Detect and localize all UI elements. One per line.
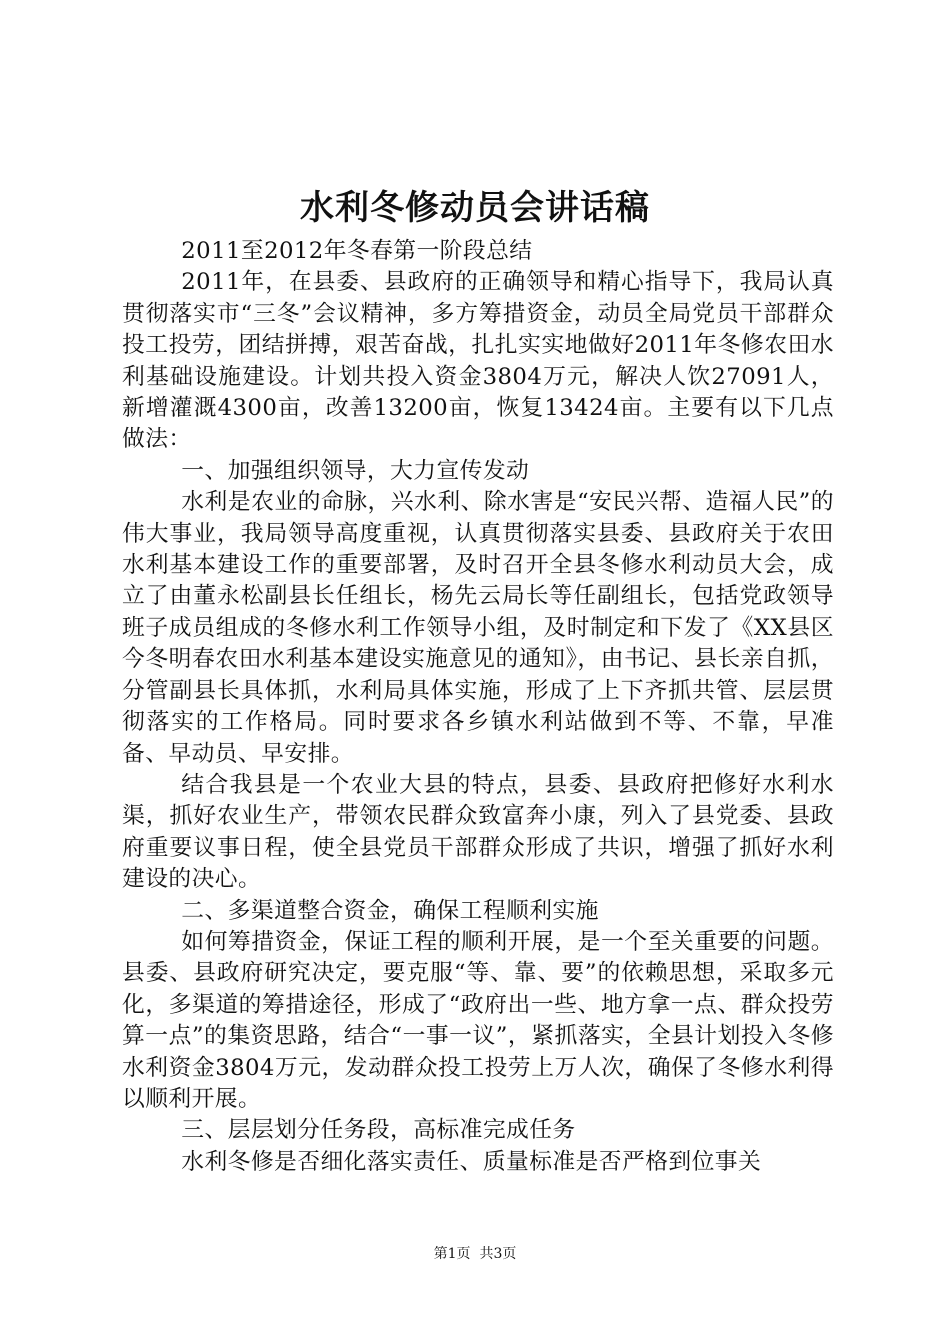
section-heading: 二、多渠道整合资金，确保工程顺利实施 bbox=[181, 897, 599, 924]
section-heading: 一、加强组织领导，大力宣传发动 bbox=[181, 457, 530, 484]
page-total: 共3页 bbox=[479, 1246, 517, 1262]
page-footer bbox=[0, 1244, 950, 1264]
document-title: 水利冬修动员会讲话稿 bbox=[300, 188, 650, 228]
body-paragraph: 结合我县是一个农业大县的特点，县委、县政府把修好水利水渠，抓好农业生产，带领农民群众致富奔小康，列入了县党委、县政府重要议事日程，使全县党员干部群众形成了共识，增强了抓好水利建设的决心。 bbox=[122, 771, 834, 893]
page-number: 第1页 bbox=[433, 1246, 471, 1262]
body-paragraph: 2011年，在县委、县政府的正确领导和精心指导下，我局认真贯彻落实市“三冬”会议精神，多方筹措资金，动员全局党员干部群众投工投劳，团结拼搏，艰苦奋战，扎扎实实地做好2011年冬修农田水利基础设施建设。计划共投入资金3804万元，解决人饮27091人，新增灌溉4300亩，改善13200亩，恢复13424亩。主要有以下几点做法： bbox=[122, 269, 834, 453]
section-subtitle: 2011至2012年冬春第一阶段总结 bbox=[181, 238, 533, 264]
body-paragraph: 水利冬修是否细化落实责任、质量标准是否严格到位事关 bbox=[181, 1148, 762, 1175]
body-paragraph: 如何筹措资金，保证工程的顺利开展，是一个至关重要的问题。县委、县政府研究决定，要克服“等、靠、要”的依赖思想，采取多元化，多渠道的筹措途径，形成了“政府出一些、地方拿一点、群众投劳算一点”的集资思路，结合“一事一议”，紧抓落实，全县计划投入冬修水利资金3804万元，发动群众投工投劳上万人次，确保了冬修水利得以顺利开展。 bbox=[122, 928, 834, 1112]
document-body bbox=[122, 236, 834, 1178]
body-paragraph: 水利是农业的命脉，兴水利、除水害是“安民兴帮、造福人民”的伟大事业，我局领导高度重视，认真贯彻落实县委、县政府关于农田水利基本建设工作的重要部署，及时召开全县冬修水利动员大会，成立了由董永松副县长任组长，杨先云局长等任副组长，包括党政领导班子成员组成的冬修水利工作领导小组，及时制定和下发了《XX县区今冬明春农田水利基本建设实施意见的通知》，由书记、县长亲自抓，分管副县长具体抓，水利局具体实施，形成了上下齐抓共管、层层贯彻落实的工作格局。同时要求各乡镇水利站做到不等、不靠，早准备、早动员、早安排。 bbox=[122, 489, 834, 767]
section-heading: 三、层层划分任务段，高标准完成任务 bbox=[181, 1117, 576, 1144]
